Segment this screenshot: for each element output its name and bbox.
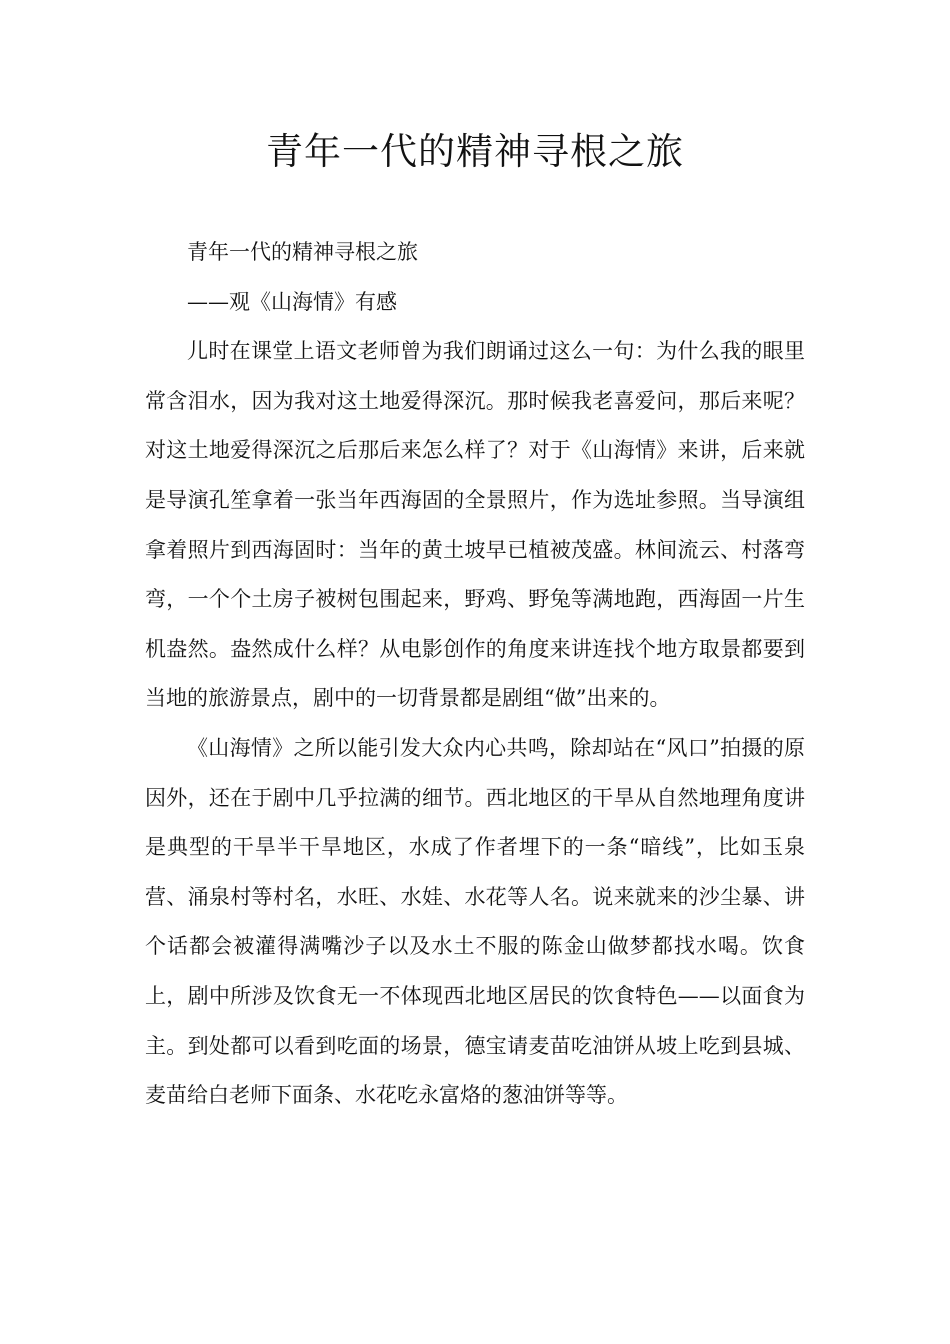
document-body xyxy=(145,228,805,1121)
document-byline: ——观《山海情》有感 xyxy=(187,289,397,314)
document-title: 青年一代的精神寻根之旅 xyxy=(266,130,684,173)
paragraph-2: 《山海情》之所以能引发大众内心共鸣，除却站在“风口”拍摄的原因外，还在于剧中几乎拉满的细节。西北地区的干旱从自然地理角度讲是典型的干旱半干旱地区，水成了作者埋下的一条“暗线”，比如玉泉营、涌泉村等村名，水旺、水娃、水花等人名。说来就来的沙尘暴、讲个话都会被灌得满嘴沙子以及水土不服的陈金山做梦都找水喝。饮食上，剧中所涉及饮食无一不体现西北地区居民的饮食特色——以面食为主。到处都可以看到吃面的场景，德宝请麦苗吃油饼从坡上吃到县城、麦苗给白老师下面条、水花吃永富烙的葱油饼等等。 xyxy=(145,735,805,1108)
document-subtitle: 青年一代的精神寻根之旅 xyxy=(187,240,418,264)
paragraph-1: 儿时在课堂上语文老师曾为我们朗诵过这么一句：为什么我的眼里常含泪水，因为我对这土地爱得深沉。那时候我老喜爱问，那后来呢？对这土地爱得深沉之后那后来怎么样了？对于《山海情》来讲，后来就是导演孔笙拿着一张当年西海固的全景照片，作为选址参照。当导演组拿着照片到西海固时：当年的黄土坡早已植被茂盛。林间流云、村落弯弯，一个个土房子被树包围起来，野鸡、野兔等满地跑，西海固一片生机盎然。盎然成什么样？从电影创作的角度来讲连找个地方取景都要到当地的旅游景点，剧中的一切背景都是剧组“做”出来的。 xyxy=(145,339,805,711)
